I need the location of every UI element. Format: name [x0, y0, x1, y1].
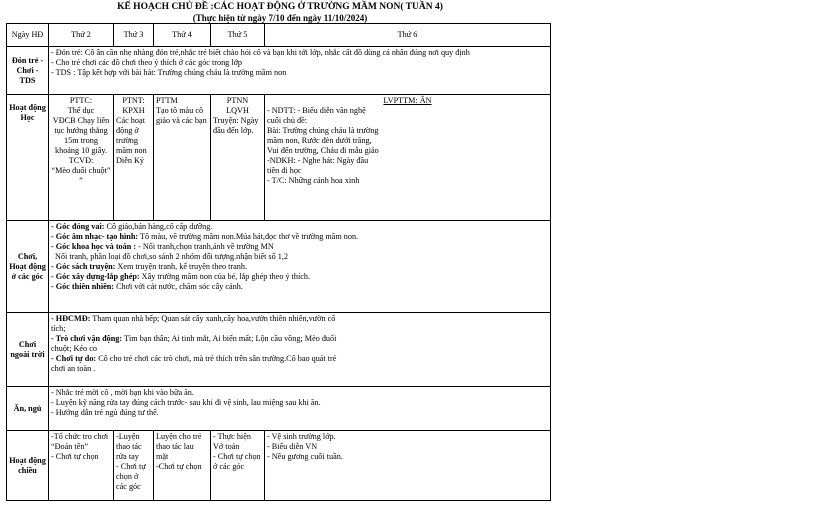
hoc-mon	[49, 95, 114, 221]
header-thu: Thứ 5	[211, 24, 265, 47]
hoc-wed	[154, 95, 211, 221]
item-value: Cô giáo,bán hàng,cô cấp dưỡng.	[104, 222, 213, 231]
header-fri: Thứ 6	[265, 24, 551, 47]
chieu-wed-line: -Chơi tự chọn	[156, 462, 202, 471]
hoc-mon-line: PTTC:	[69, 96, 93, 105]
chieu-mon-line: -Tổ chức tro chơi “Đoán tên”	[51, 432, 109, 451]
row-choi-ngoai-troi	[7, 313, 551, 387]
row-choi-goc	[7, 221, 551, 313]
don-tre-line: - Cho trẻ chơi các đồ chơi theo ý thích ở các góc trong lớp	[51, 58, 243, 67]
hoc-fri-line: - NDTT: - Biểu diễn văn nghệ cuối chủ đề:	[267, 106, 366, 125]
item-key: - Góc sách truyện:	[51, 262, 116, 271]
hoc-fri	[265, 95, 551, 221]
an-ngu-line: - Nhắc trẻ mời cô , mời bạn khi vào bữa ăn.	[51, 388, 194, 397]
an-ngu-line: - Luyện kỹ năng rửa tay đúng cách trước- sau khi đi vệ sinh, lau miệng sau khi ăn.	[51, 398, 321, 407]
chieu-fri	[265, 431, 551, 501]
an-ngu-content	[49, 387, 551, 431]
item-key: - Góc âm nhạc- tạo hình:	[51, 232, 139, 241]
chieu-thu-line: - Thực hiện Vở toán	[213, 432, 251, 451]
item-key: - Góc khoa học và toán :	[51, 242, 137, 251]
choi-goc-item	[51, 252, 548, 262]
chieu-tue	[114, 431, 154, 501]
chieu-fri-line: - Vệ sinh trường lớp.	[267, 432, 336, 441]
item-key: - Chơi tự do:	[51, 354, 97, 363]
document-subtitle: (Thực hiện từ ngày 7/10 đến ngày 11/10/2024)	[192, 13, 368, 23]
hoc-tue-line: PTNT:	[122, 96, 145, 105]
hoc-tue-line: Các hoạt động ở trường mầm non Diễn Kỷ	[116, 116, 147, 165]
hoc-mon-line: Thể dục	[67, 106, 95, 115]
chieu-tue-line: - Chơi tự chọn ở các góc	[116, 462, 146, 491]
hoc-thu-line: LQVH	[226, 106, 249, 115]
chieu-thu-line: - Chơi tự chọn ở các góc	[213, 452, 261, 471]
choi-goc-item	[51, 242, 548, 252]
don-tre-content	[49, 47, 551, 95]
hoc-thu-line: PTNN	[226, 96, 249, 105]
chieu-fri-line: - Nêu gương cuối tuần.	[267, 452, 343, 461]
choi-goc-item	[51, 282, 548, 292]
row-hoat-dong-chieu	[7, 431, 551, 501]
item-key: - Trò chơi vận động:	[51, 334, 123, 343]
hoc-wed-line: Tạo tô màu cô giáo và các bạn	[156, 106, 207, 125]
item-value: Tìm bạn thân; Ai tinh mắt, Ai biến mất; Lộn cầu vồng; Mèo đuổi chuột; Kéo co	[51, 334, 337, 353]
chieu-fri-line: - Biểu diễn VN	[267, 442, 318, 451]
label-an-ngu: Ăn, ngủ	[7, 387, 49, 431]
item-key: - Góc đóng vai:	[51, 222, 105, 231]
hoc-mon-line: “Mèo đuổi chuột” ”	[51, 166, 111, 185]
choi-goc-item	[51, 232, 548, 242]
choi-goc-content	[49, 221, 551, 313]
label-hoat-dong-hoc: Hoạt động Học	[7, 95, 49, 221]
item-value: Chơi với cát nước, chăm sóc cây cảnh.	[114, 282, 243, 291]
label-choi-ngoai-troi: Chơi ngoài trời	[7, 313, 49, 387]
hoc-fri-line: Bài: Trường chúng cháu là trường mầm non, Rước đèn dưới trăng, Vui đến trường, Cháu đi mẫu giáo	[267, 126, 379, 155]
chieu-mon-line: - Chơi tự chọn	[51, 452, 99, 461]
item-value: Tô màu, vẽ trường mầm non.Múa hát,đọc thơ về trường mầm non.	[138, 232, 359, 241]
row-don-tre	[7, 47, 551, 95]
don-tre-line: - Đón trẻ: Cô ân cần nhẹ nhàng đón trẻ,nhắc trẻ biết chào hỏi cô và bạn khi tới lớp, nhắc cất đồ dùng cá nhân đúng nơi quy định	[51, 48, 470, 57]
don-tre-line: - TDS : Tập kết hợp với bài hát: Trường chúng cháu là trường mầm non	[51, 68, 287, 77]
hoc-fri-line: LVPTTM: ÂN	[383, 96, 432, 105]
hoc-thu	[211, 95, 265, 221]
item-value: Xây trường mầm non của bé, lắp ghép theo ý thích.	[139, 272, 311, 281]
item-value: Nối tranh, phân loại đồ chơi,so sánh 2 nhóm đối tượng.nhận biết số 1,2	[55, 252, 288, 261]
hoc-thu-line: Truyện: Ngày đầu đến lớp.	[213, 116, 259, 135]
chieu-tue-line: -Luyện thao tác rửa tay	[116, 432, 142, 461]
chieu-thu	[211, 431, 265, 501]
chieu-wed-line: Luyện cho trẻ thao tác lau mặt	[156, 432, 202, 461]
header-day: Ngày HĐ	[7, 24, 49, 47]
hoc-fri-line: - T/C: Những cánh hoa xinh	[267, 176, 360, 185]
hoc-mon-line: VĐCB Chạy liên tục hướng thẳng 15m trong khoảng 10 giây.	[52, 116, 110, 155]
chieu-mon	[49, 431, 114, 501]
item-value: Cô cho trẻ chơi các trò chơi, mà trẻ thích trên sân trường.Cô bao quát trẻ chơi an toàn .	[51, 354, 337, 373]
hoc-tue-line: KPXH	[122, 106, 145, 115]
hoc-wed-line: PTTM	[156, 96, 178, 105]
label-don-tre: Đón trẻ - Chơi - TDS	[7, 47, 49, 95]
ngoai-troi-item	[51, 354, 351, 374]
item-value: Tham quan nhà bếp; Quan sát cây xanh,cây hoa,vườn thiên nhiên,vườn cổ tích;	[51, 314, 336, 333]
hoc-fri-line: -NDKH: - Nghe hát: Ngày đầu tiên đi học	[267, 156, 369, 175]
choi-goc-item	[51, 222, 548, 232]
plan-table	[6, 23, 551, 501]
choi-goc-item	[51, 262, 548, 272]
choi-ngoai-troi-content	[49, 313, 551, 387]
hoc-mon-line: TCVĐ:	[68, 156, 94, 165]
item-key: - Góc xây dựng-lắp ghép:	[51, 272, 140, 281]
label-choi-goc: Chơi, Hoạt động ở các góc	[7, 221, 49, 313]
hoc-tue	[114, 95, 154, 221]
ngoai-troi-item	[51, 334, 351, 354]
header-wed: Thứ 4	[154, 24, 211, 47]
document-title: KẾ HOẠCH CHỦ ĐỀ :CÁC HOẠT ĐỘNG Ở TRƯỜNG MẦM NON( TUẦN 4)	[117, 2, 443, 12]
an-ngu-line: - Hướng dẫn trẻ ngủ đúng tư thế.	[51, 408, 159, 417]
header-mon: Thứ 2	[49, 24, 114, 47]
header-tue: Thứ 3	[114, 24, 154, 47]
chieu-wed	[154, 431, 211, 501]
row-hoat-dong-hoc	[7, 95, 551, 221]
label-hoat-dong-chieu: Hoạt động chiều	[7, 431, 49, 501]
item-key: - HĐCMĐ:	[51, 314, 91, 323]
header-row	[7, 24, 551, 47]
item-value: - Nối tranh,chọn tranh,ảnh về trường MN	[136, 242, 274, 251]
item-value: Xem truyện tranh, kể truyện theo tranh.	[115, 262, 247, 271]
item-key: - Góc thiên nhiên:	[51, 282, 115, 291]
row-an-ngu	[7, 387, 551, 431]
choi-goc-item	[51, 272, 548, 282]
ngoai-troi-item	[51, 314, 351, 334]
